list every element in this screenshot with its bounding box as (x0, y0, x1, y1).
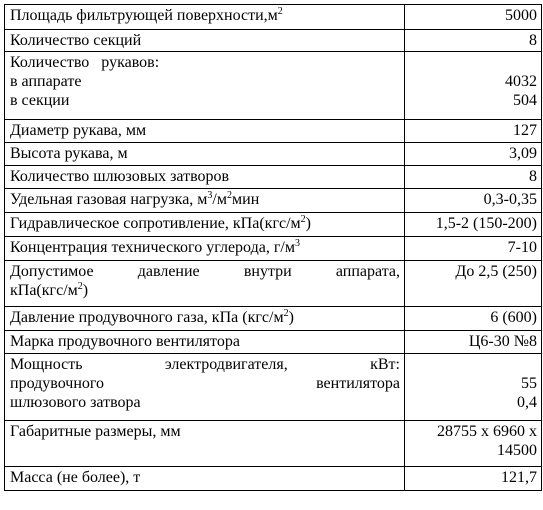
table-row (5, 143, 542, 166)
param-text: Площадь фильтрующей поверхности,м (10, 7, 278, 24)
value-cell: 1,5-2 (150-200) (405, 213, 542, 237)
table-row (5, 421, 542, 467)
param-cell: Удельная газовая нагрузка, $м^3/м^2мин$ (5, 189, 405, 213)
value-cell: До 2,5 (250) (405, 261, 542, 307)
table-row (5, 237, 542, 261)
value-cell: 55 0,4 (405, 354, 542, 421)
table-row (5, 120, 542, 143)
value-cell: 127 (405, 120, 542, 143)
param-cell: Мощность электродвигателя, кВт: продувочного вентилятора шлюзового затвора (5, 354, 405, 421)
param-cell: Габаритные размеры, мм (5, 421, 405, 467)
value-cell: 0,3-0,35 (405, 189, 542, 213)
value-cell: 4032 504 (405, 52, 542, 120)
param-cell: Масса (не более), т (5, 467, 405, 491)
table-row (5, 30, 542, 52)
table-row (5, 331, 542, 354)
table-row (5, 354, 542, 421)
value-cell: 3,09 (405, 143, 542, 166)
param-cell: Допустимое давление внутри аппарата, $кПа(кгс/м^2)$ (5, 261, 405, 307)
value-cell: 5000 (405, 5, 542, 30)
table-row (5, 467, 542, 491)
param-cell: Высота рукава, м (5, 143, 405, 166)
value-cell: Ц6-30 №8 (405, 331, 542, 354)
table-row (5, 5, 542, 30)
value-cell: 8 (405, 30, 542, 52)
param-cell: Марка продувочного вентилятора (5, 331, 405, 354)
value-cell: 28755 х 6960 х 14500 (405, 421, 542, 467)
value-cell: 7-10 (405, 237, 542, 261)
param-cell: Количество рукавов: в аппарате в секции (5, 52, 405, 120)
param-cell: Количество секций (5, 30, 405, 52)
param-cell: Давление продувочного газа, кПа $(кгс/м^2)$ (5, 307, 405, 331)
table-row (5, 307, 542, 331)
specifications-table (4, 4, 542, 491)
table-row (5, 213, 542, 237)
param-cell: Площадь фильтрующей $поверхности,м^2$ (5, 5, 405, 30)
param-cell: Количество шлюзовых затворов (5, 166, 405, 189)
table-row (5, 189, 542, 213)
param-cell: Концентрация технического углерода, $г/м^3$ (5, 237, 405, 261)
param-cell: Диаметр рукава, мм (5, 120, 405, 143)
value-cell: 121,7 (405, 467, 542, 491)
value-cell: 8 (405, 166, 542, 189)
param-cell: Гидравлическое сопротивление, $кПа(кгс/м^2)$ (5, 213, 405, 237)
table-row (5, 52, 542, 120)
table-row (5, 166, 542, 189)
value-cell: 6 (600) (405, 307, 542, 331)
table-row (5, 261, 542, 307)
